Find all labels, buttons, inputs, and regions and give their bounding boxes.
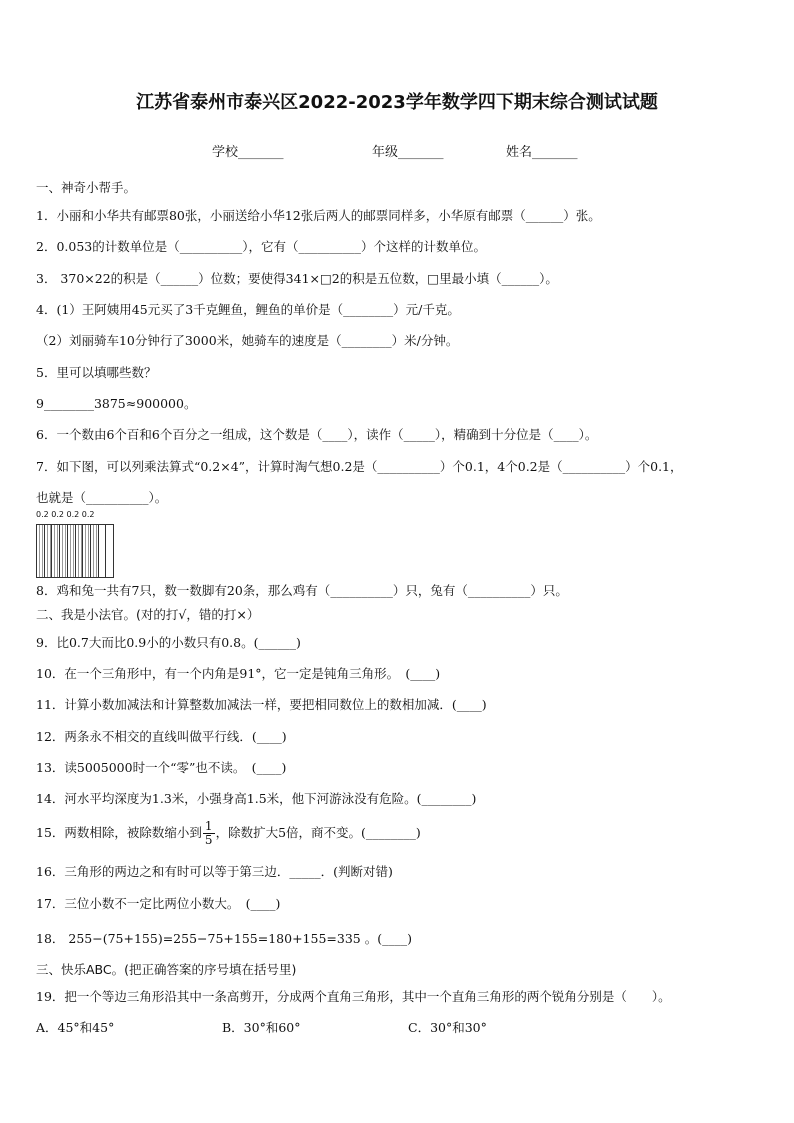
grade-field: 年级_______ bbox=[372, 145, 444, 160]
question-18: 18． 255−(75+155)=255−75+155=180+155=335 。(____) bbox=[36, 931, 412, 946]
section-heading-3: 三、快乐ABC。(把正确答案的序号填在括号里) bbox=[36, 962, 297, 977]
question-19: 19．把一个等边三角形沿其中一条高剪开，分成两个直角三角形，其中一个直角三角形的两个锐角分别是（ ）。 bbox=[36, 989, 671, 1004]
option-a: A．45°和45° bbox=[36, 1020, 115, 1035]
option-c: C．30°和30° bbox=[408, 1020, 487, 1035]
question-7-line-1: 7．如下图，可以列乘法算式“0.2×4”，计算时淘气想0.2是（__________）个0.1，4个0.2是（__________）个0.1， bbox=[36, 459, 683, 474]
question-4-part-1: 4．(1）王阿姨用45元买了3千克鲤鱼，鲤鱼的单价是（________）元/千克。 bbox=[36, 302, 460, 317]
question-3: 3． 370×22的积是（______）位数；要使得341×□2的积是五位数，□里最小填（______）。 bbox=[36, 271, 558, 286]
question-6: 6．一个数由6个百和6个百分之一组成，这个数是（____），读作（_____），精确到十分位是（____）。 bbox=[36, 427, 598, 442]
section-heading-1: 一、神奇小帮手。 bbox=[36, 180, 137, 195]
question-5-expression: 9________3875≈900000。 bbox=[36, 396, 197, 411]
question-12: 12．两条永不相交的直线叫做平行线．(____) bbox=[36, 729, 287, 744]
question-2: 2．0.053的计数单位是（__________），它有（__________）个这样的计数单位。 bbox=[36, 239, 486, 254]
figure-labels: 0.2 0.2 0.2 0.2 bbox=[36, 510, 95, 519]
question-15-suffix: ，除数扩大5倍，商不变。(________) bbox=[215, 825, 421, 840]
decimal-grid-figure bbox=[36, 510, 116, 576]
question-4-part-2: （2）刘丽骑车10分钟行了3000米，她骑车的速度是（________）米/分钟。 bbox=[36, 333, 459, 348]
school-field: 学校_______ bbox=[212, 145, 284, 160]
question-8: 8．鸡和兔一共有7只，数一数脚有20条，那么鸡有（__________）只，兔有（__________）只。 bbox=[36, 583, 568, 598]
question-14: 14．河水平均深度为1.3米，小强身高1.5米，他下河游泳没有危险。(________) bbox=[36, 791, 477, 806]
page-title: 江苏省泰州市泰兴区2022-2023学年数学四下期末综合测试试题 bbox=[136, 92, 658, 113]
question-11: 11．计算小数加减法和计算整数加减法一样，要把相同数位上的数相加减．(____) bbox=[36, 697, 487, 712]
question-7-line-2: 也就是（__________）。 bbox=[36, 490, 168, 505]
question-16: 16．三角形的两边之和有时可以等于第三边．_____．(判断对错) bbox=[36, 864, 393, 879]
option-b: B．30°和60° bbox=[222, 1020, 301, 1035]
question-17: 17．三位小数不一定比两位小数大。 (____) bbox=[36, 896, 281, 911]
question-1: 1．小丽和小华共有邮票80张，小丽送给小华12张后两人的邮票同样多，小华原有邮票（______）张。 bbox=[36, 208, 601, 223]
section-heading-2: 二、我是小法官。(对的打√，错的打×） bbox=[36, 607, 260, 622]
fraction-one-fifth: $\frac{1}{5}$ bbox=[204, 819, 213, 847]
question-15 bbox=[36, 818, 421, 848]
question-5: 5．里可以填哪些数？ bbox=[36, 365, 157, 380]
question-13: 13．读5005000时一个“零”也不读。 (____) bbox=[36, 760, 287, 775]
name-field: 姓名_______ bbox=[506, 145, 578, 160]
question-10: 10．在一个三角形中，有一个内角是91°，它一定是钝角三角形。 (____) bbox=[36, 666, 441, 681]
question-15-prefix: 15．两数相除，被除数缩小到 bbox=[36, 825, 202, 840]
question-9: 9．比0.7大而比0.9小的小数只有0.8。(______) bbox=[36, 635, 301, 650]
